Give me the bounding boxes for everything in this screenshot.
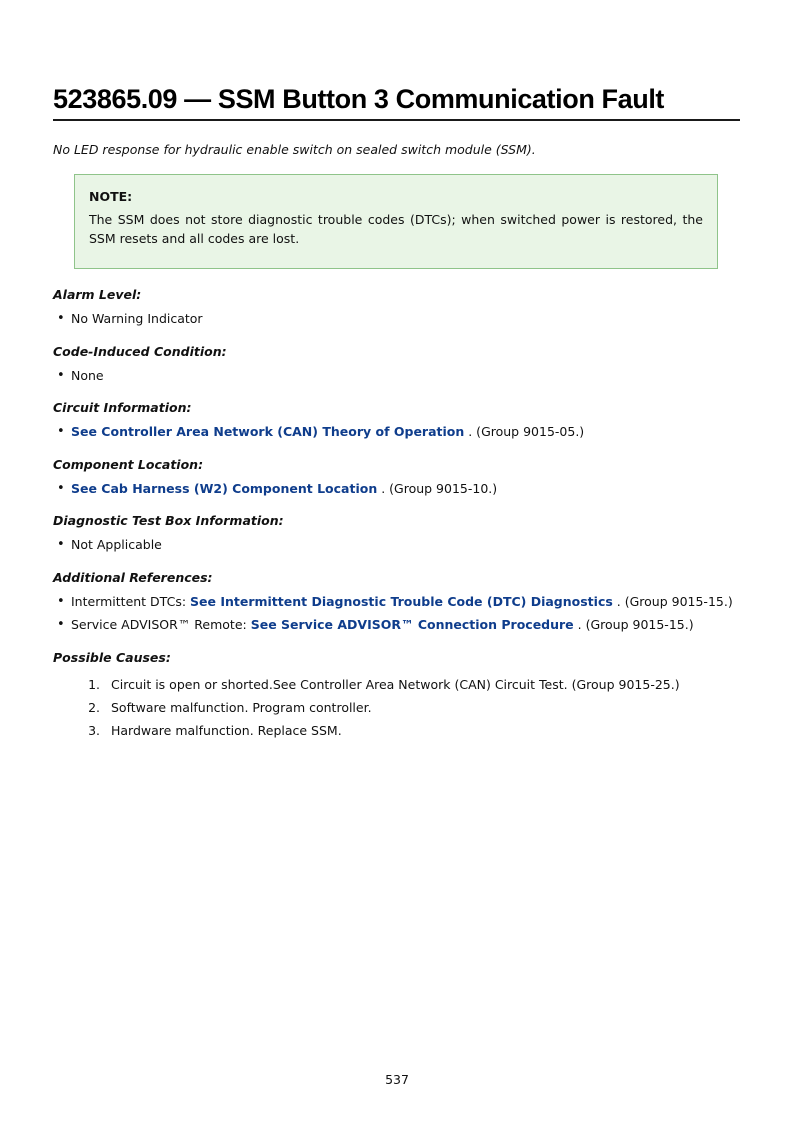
bullet-icon: • (57, 617, 65, 632)
page-title: 523865.09 — SSM Button 3 Communication Fault (53, 84, 740, 121)
bullet-icon: • (57, 594, 65, 609)
additional-refs-heading: Additional References: (53, 570, 213, 585)
note-label: NOTE: (89, 189, 133, 204)
list-item (53, 533, 284, 556)
alarm-level-value: No Warning Indicator (71, 311, 203, 326)
cause-text: Software malfunction. Program controller. (111, 700, 372, 715)
note-text: The SSM does not store diagnostic trouble codes (DTCs); when switched power is restored, the SSM resets and all codes are lost. (89, 212, 703, 246)
section-additional-references (53, 569, 733, 636)
section-component-location (53, 456, 497, 500)
cause-number: 1. (88, 677, 100, 692)
bullet-icon: • (57, 368, 65, 383)
service-advisor-link[interactable]: See Service ADVISOR™ Connection Procedure (250, 617, 574, 632)
section-diagnostic-test-box (53, 512, 284, 556)
list-item (53, 477, 497, 500)
section-alarm-level (53, 286, 203, 330)
cause-number: 3. (88, 723, 100, 738)
bullet-icon: • (57, 537, 65, 552)
code-induced-heading: Code-Induced Condition: (53, 344, 227, 359)
section-circuit-information (53, 399, 584, 443)
list-item (53, 613, 733, 636)
list-item (53, 696, 753, 719)
list-item (53, 420, 584, 443)
component-location-group: . (Group 9015-10.) (377, 481, 498, 496)
section-possible-causes (53, 649, 753, 742)
list-item (53, 307, 203, 330)
bullet-icon: • (57, 311, 65, 326)
circuit-info-group: . (Group 9015-05.) (464, 424, 585, 439)
page-subtitle: No LED response for hydraulic enable switch on sealed switch module (SSM). (53, 142, 536, 157)
page-number: 537 (385, 1072, 409, 1087)
section-code-induced (53, 343, 227, 387)
cause-text: Hardware malfunction. Replace SSM. (111, 723, 342, 738)
cause-number: 2. (88, 700, 100, 715)
circuit-info-heading: Circuit Information: (53, 400, 192, 415)
note-box (74, 174, 718, 269)
ref-prefix: Service ADVISOR™ Remote: (71, 617, 251, 632)
alarm-level-heading: Alarm Level: (53, 287, 142, 302)
ref-group: . (Group 9015-15.) (612, 594, 733, 609)
ref-prefix: Intermittent DTCs: (71, 594, 191, 609)
component-location-link[interactable]: See Cab Harness (W2) Component Location (71, 481, 378, 496)
bullet-icon: • (57, 481, 65, 496)
cause-text: Circuit is open or shorted.See Controller Area Network (CAN) Circuit Test. (Group 9015-25.) (111, 677, 680, 692)
diag-test-box-value: Not Applicable (71, 537, 162, 552)
component-location-heading: Component Location: (53, 457, 204, 472)
intermittent-dtc-link[interactable]: See Intermittent Diagnostic Trouble Code (DTC) Diagnostics (190, 594, 613, 609)
ref-group: . (Group 9015-15.) (573, 617, 694, 632)
bullet-icon: • (57, 424, 65, 439)
diag-test-box-heading: Diagnostic Test Box Information: (53, 513, 284, 528)
code-induced-value: None (71, 368, 104, 383)
circuit-info-link[interactable]: See Controller Area Network (CAN) Theory of Operation (71, 424, 465, 439)
list-item (53, 590, 733, 613)
list-item (53, 364, 227, 387)
possible-causes-heading: Possible Causes: (53, 650, 171, 665)
list-item (53, 673, 753, 696)
list-item (53, 719, 753, 742)
